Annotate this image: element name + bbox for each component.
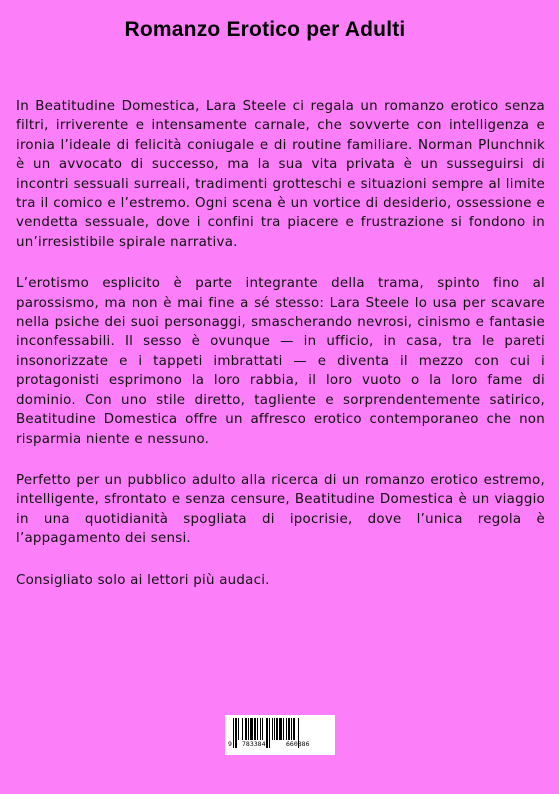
paragraph-3: Perfetto per un pubblico adulto alla ricerca di un romanzo erotico estremo, intelligente, sfrontato e senza censure, Beatitudine Domestica è un viaggio in una quotidianità spogliata di ipocrisie, dove l’unica regola è l’appagamento dei sensi. [16, 472, 545, 547]
barcode-group-1: 783384 [242, 740, 266, 748]
barcode-prefix: 9 [228, 740, 232, 748]
barcode-bar [288, 718, 290, 740]
barcode-bar [291, 718, 292, 740]
barcode-bar [260, 718, 261, 740]
book-title: Romanzo Erotico per Adulti [124, 18, 406, 41]
barcode-bar [262, 718, 263, 740]
barcode-bar [269, 718, 270, 748]
barcode-bar [233, 718, 234, 748]
barcode-bar [245, 718, 247, 740]
barcode-bar [250, 718, 253, 740]
barcode-bars [225, 715, 335, 755]
paragraph-2: L’erotismo esplicito è parte integrante della trama, spinto fino al parossismo, ma non è mai fine a sé stesso: Lara Steele lo usa per scavare nella psiche dei suoi personaggi, smascherando nevrosi, cinismo e fantasie inconfessabili. Il sesso è ovunque — in ufficio, in casa, tra le pareti insonorizzate e i tappeti imbrattati — e diventa il mezzo con cui i protagonisti esprimono la loro rabbia, il loro vuoto o la loro fame di dominio. Con uno stile diretto, tagliente e sorprendentemente satirico, Beatitudine Domestica offre un affresco erotico contemporaneo che non risparmia niente e nessuno. [16, 276, 545, 447]
barcode-bar [276, 718, 278, 740]
barcode-bar [254, 718, 256, 740]
back-cover-text [16, 97, 545, 612]
paragraph-4: Consigliato solo ai lettori più audaci. [16, 572, 270, 588]
barcode-bar [235, 718, 237, 748]
barcode-bar [266, 718, 268, 748]
barcode-bar [238, 718, 239, 740]
barcode-group-2: 660886 [286, 740, 310, 748]
paragraph-1: In Beatitudine Domestica, Lara Steele ci regala un romanzo erotico senza filtri, irriverente e intensamente carnale, che sovverte con intelligenza e ironia l’ideale di felicità coniugale e di routine familiare. Norman Plunchnik è un avvocato di successo, ma la sua vita privata è un susseguirsi di incontri sessuali surreali, tradimenti grotteschi e situazioni sempre al limite tra il comico e l’estremo. Ogni scena è un vortice di desiderio, ossessione e vendetta sessuale, dove i confini tra piacere e frustrazione si fondono in un’irresistibile spirale narrativa. [16, 99, 545, 250]
barcode-bar [242, 718, 243, 740]
barcode-bar [248, 718, 249, 740]
barcode-bar [279, 718, 282, 740]
barcode-bar [257, 718, 258, 740]
barcode-bar [274, 718, 275, 740]
barcode-bar [286, 718, 287, 740]
barcode-bar [283, 718, 284, 740]
barcode-bar [293, 718, 295, 740]
isbn-barcode [225, 715, 335, 755]
barcode-bar [272, 718, 273, 740]
